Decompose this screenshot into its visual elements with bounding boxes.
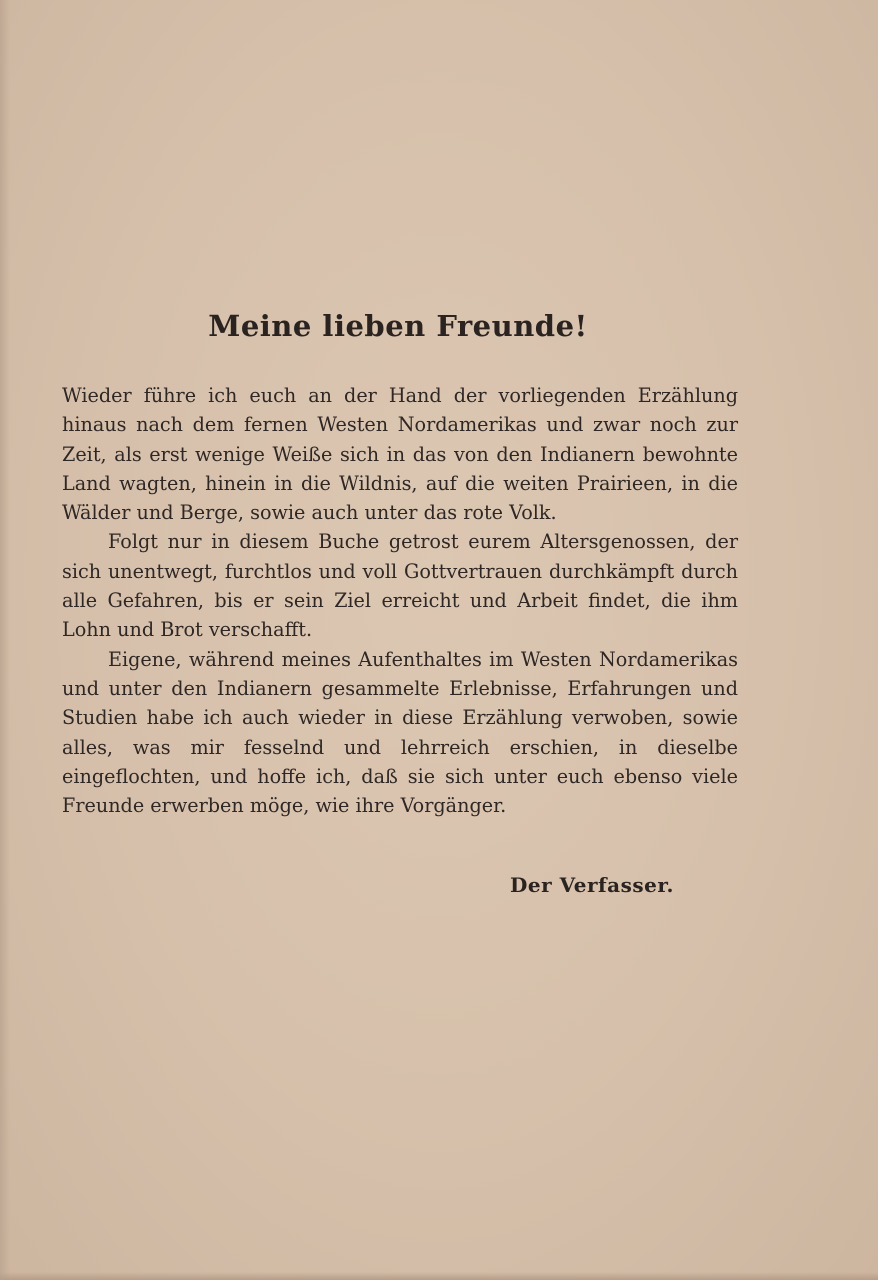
page-edge-shadow-bottom	[0, 1272, 878, 1280]
paragraph-3: Eigene, während meines Aufenthaltes im Westen Nordamerikas und unter den Indianern gesammelte Erlebnisse, Erfahrungen und Studien habe ich auch wieder in diese Erzählung verwoben, sowie alles, was mir fesselnd und lehrreich erschien, in dieselbe eingeflochten, und hoffe ich, daß sie sich unter euch ebenso viele Freunde erwerben möge, wie ihre Vorgänger.	[62, 647, 738, 818]
paragraph-2: Folgt nur in diesem Buche getrost eurem Altersgenossen, der sich unentwegt, furchtlos und voll Gottvertrauen durchkämpft durch alle Gefahren, bis er sein Ziel erreicht und Arbeit findet, die ihm Lohn und Brot verschafft.	[62, 530, 738, 642]
paragraph-1: Wieder führe ich euch an der Hand der vorliegenden Erzählung hinaus nach dem fernen Westen Nordamerikas und zwar noch zur Zeit, als erst wenige Weiße sich in das von den Indianern bewohnte Land wagten, hinein in die Wildnis, auf die weiten Prairieen, in die Wälder und Berge, sowie auch unter das rote Volk.	[62, 384, 738, 525]
signature: Der Verfasser.	[510, 873, 674, 897]
body-text	[62, 381, 738, 820]
page-heading: Meine lieben Freunde!	[208, 309, 588, 343]
page-edge-shadow-left	[0, 0, 10, 1280]
